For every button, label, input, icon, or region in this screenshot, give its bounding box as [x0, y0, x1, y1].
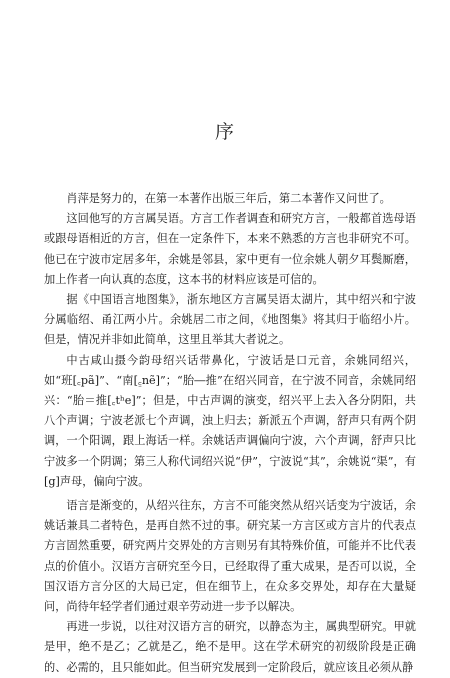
paragraph: 再进一步说，以往对汉语方言的研究，以静态为主，属典型研究。甲就是甲，绝不是乙；乙就是乙，绝不是甲。这在学术研究的初级阶段是正确的、必需的，且只能如此。但当研究发展到一定阶段后，就应该且必须从静: [44, 620, 416, 674]
preface-body: [44, 189, 416, 678]
paragraph: 据《中国语言地图集》，浙东地区方言属吴语太湖片，其中绍兴和宁波分属临绍、甬江两小片。余姚居二市之间，《地图集》将其归于临绍小片。但是，情况并非如此简单，这里且举其大者说之。: [44, 293, 416, 347]
paragraph: 这回他写的方言属吴语。方言工作者调查和研究方言，一般都首选母语或跟母语相近的方言，但在一定条件下，本来不熟悉的方言也非研究不可。他已在宁波市定居多年，余姚是邻县，家中更有一位余姚人朝夕耳鬓厮磨，加上作者一向认真的态度，这本书的材料应该是可信的。: [44, 212, 416, 286]
paragraph: 肖萍是努力的，在第一本著作出版三年后，第二本著作又问世了。: [66, 192, 391, 205]
page-title: 序: [214, 121, 235, 143]
paragraph: 语言是渐变的，从绍兴往东，方言不可能突然从绍兴话变为宁波话，余姚话兼具二者特色，是再自然不过的事。研究某一方言区或方言片的代表点方言固然重要，研究两片交界处的方言则另有其特殊价值，可能并不比代表点的价值小。汉语方言研究至今日，已经取得了重大成果，是否可以说，全国汉语方言分区的大局已定，但在细节上，在众多交界处，却存在大量疑问，尚待年轻学者们通过艰辛劳动进一步予以解决。: [44, 499, 416, 614]
paragraph: 中古咸山摄今韵母绍兴话带鼻化，宁波话是口元音，余姚同绍兴，如“班[꜀pã]”、“南[꜁nẽ]”；“胎―推”在绍兴同音，在宁波不同音，余姚同绍兴：“胎＝推[꜀tʰe]”；但是，中古声调的演变，绍兴平上去入各分阴阳，共八个声调；宁波老派七个声调，浊上归去；新派五个声调，舒声只有两个阴调，一个阳调，跟上海话一样。余姚话声调偏向宁波，六个声调，舒声只比宁波多一个阴调；第三人称代词绍兴说“伊”，宁波说“其”，余姚说“渠”，有[g]声母，偏向宁波。: [44, 353, 416, 488]
